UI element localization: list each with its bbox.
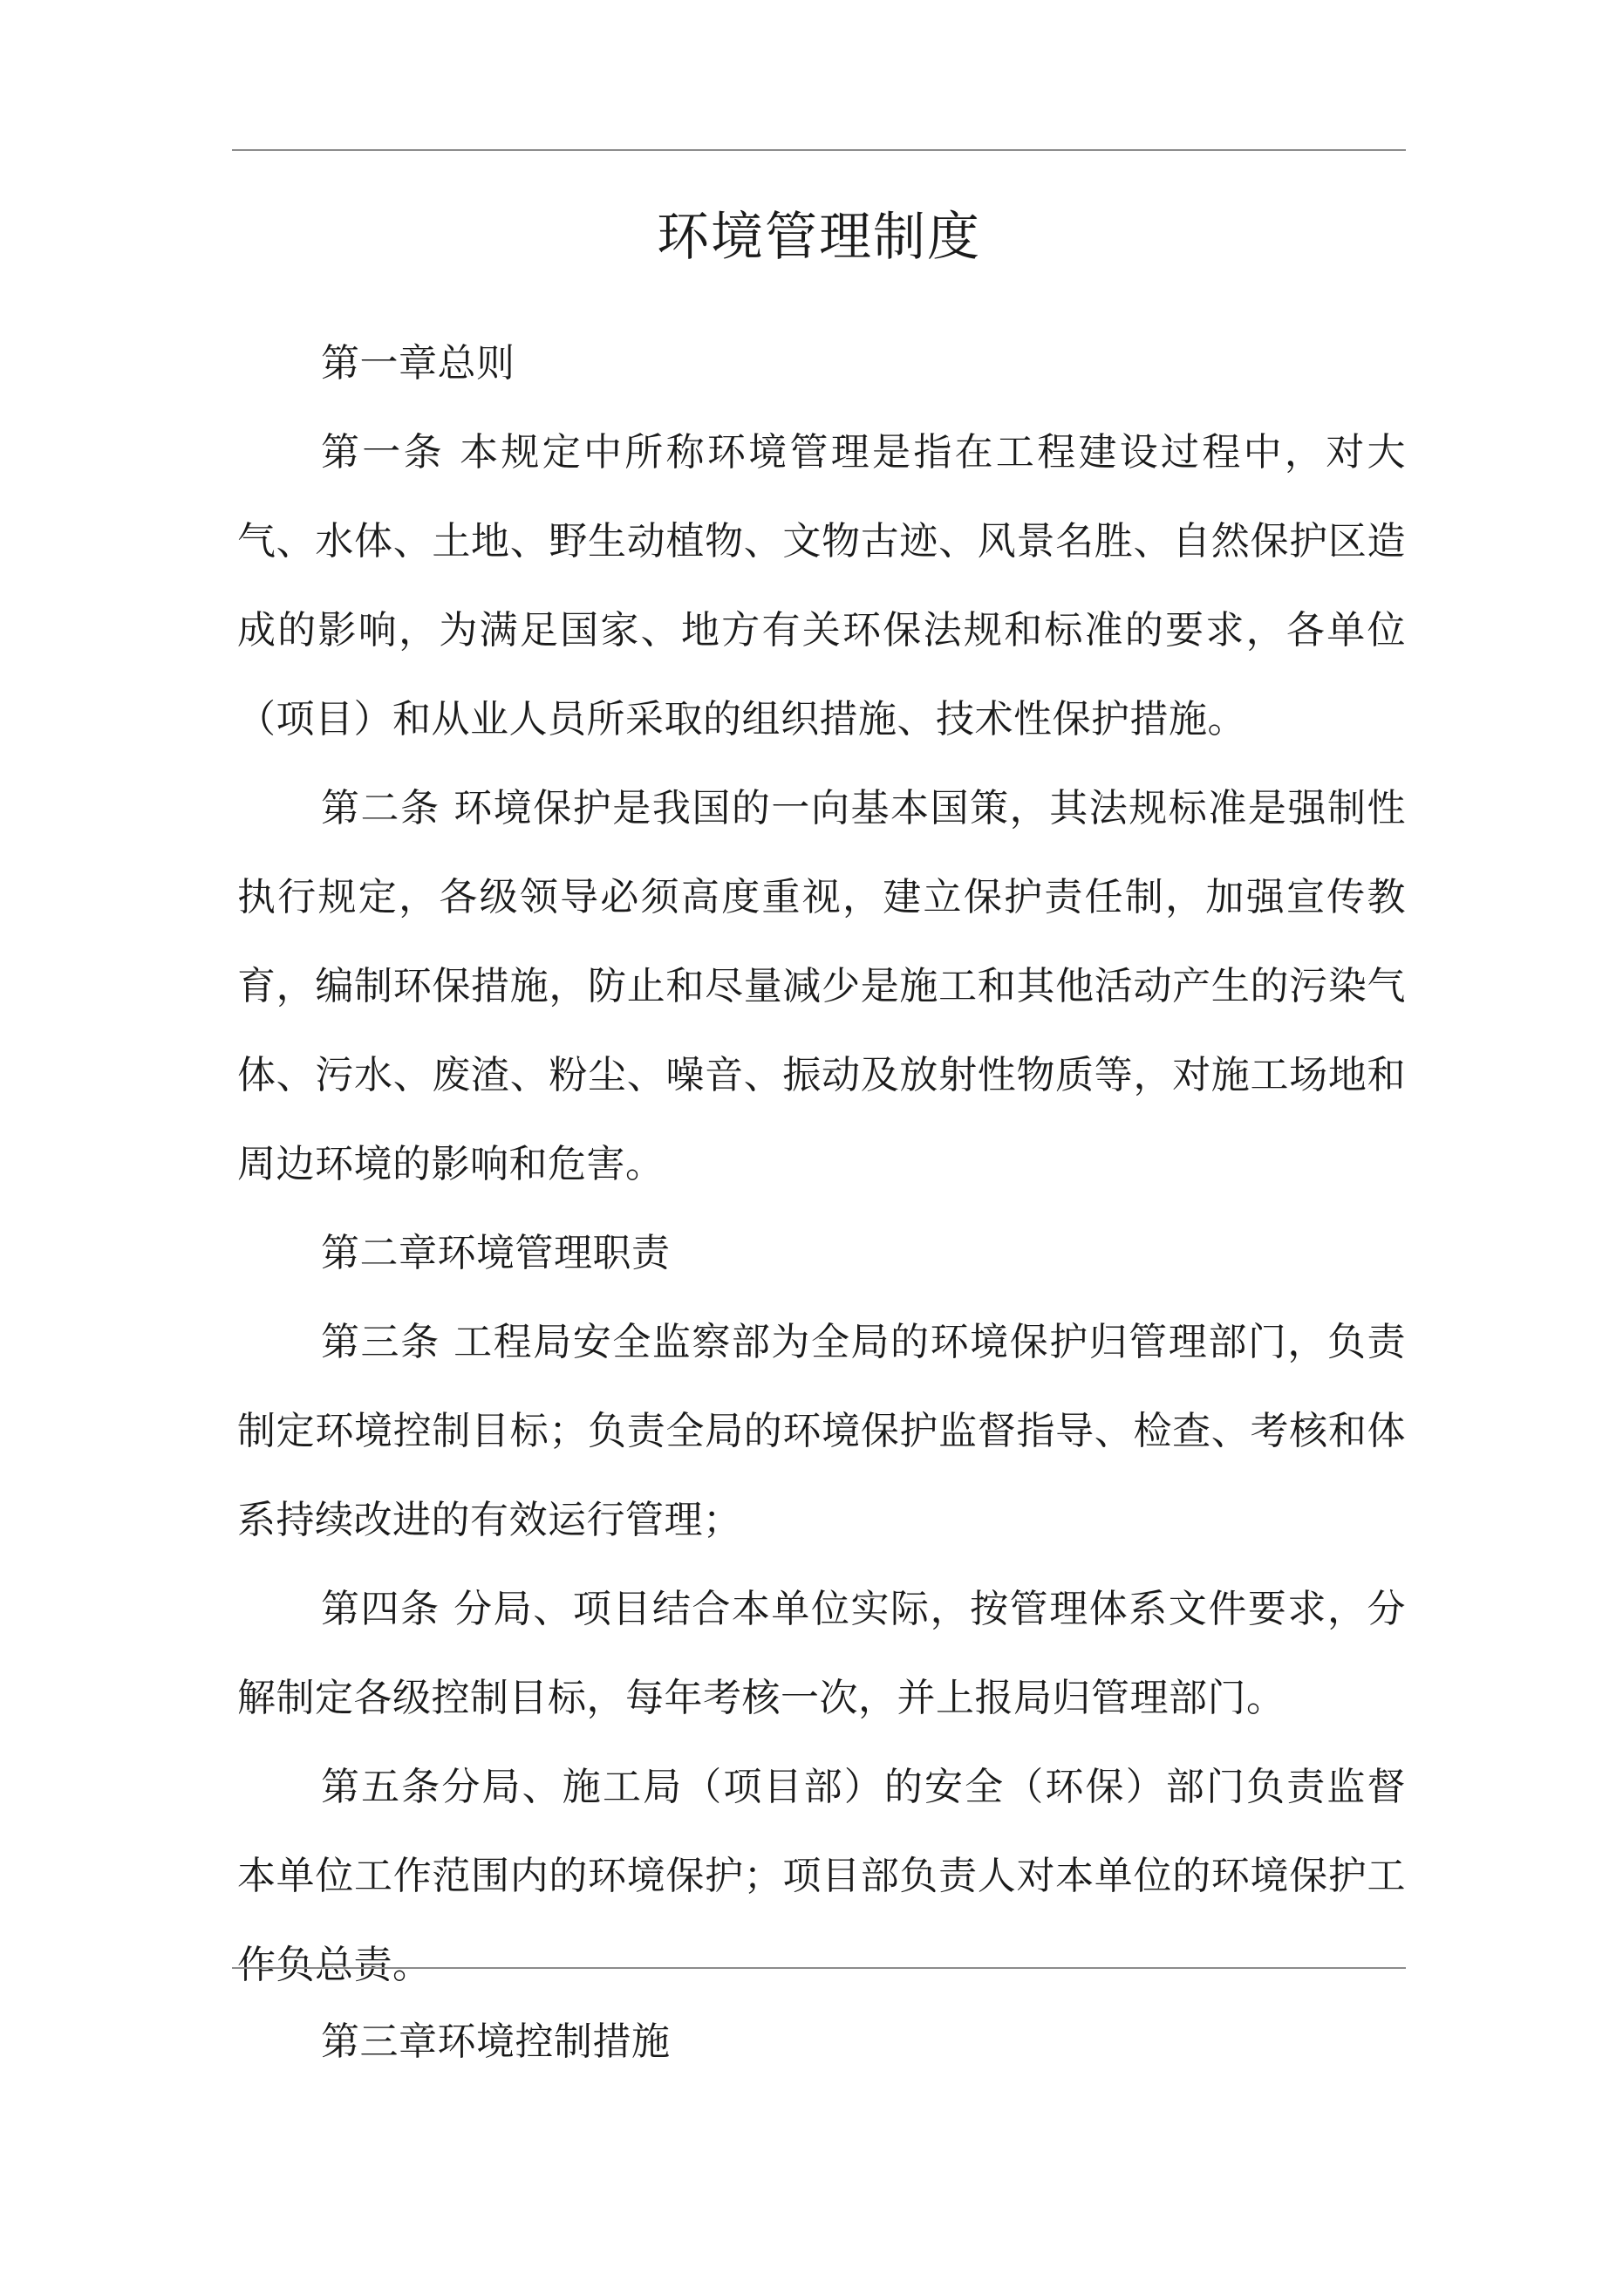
page-break-divider [232,1967,1406,1969]
top-divider [232,149,1406,151]
next-page-content [237,1998,1406,2087]
article-3: 第三条 工程局安全监察部为全局的环境保护归管理部门，负责制定环境控制目标；负责全局的环境保护监督指导、检查、考核和体系持续改进的有效运行管理； [237,1320,1406,1542]
document-body [237,319,1406,2010]
article-5: 第五条分局、施工局（项目部）的安全（环保）部门负责监督本单位工作范围内的环境保护；项目部负责人对本单位的环境保护工作负总责。 [237,1765,1406,1987]
article-2: 第二条 环境保护是我国的一向基本国策，其法规标准是强制性执行规定，各级领导必须高度重视，建立保护责任制，加强宣传教育，编制环保措施，防止和尽量减少是施工和其他活动产生的污染气体、污水、废渣、粉尘、噪音、振动及放射性物质等，对施工场地和周边环境的影响和危害。 [237,786,1406,1186]
article-4: 第四条 分局、项目结合本单位实际，按管理体系文件要求，分解制定各级控制目标，每年考核一次，并上报局归管理部门。 [237,1587,1406,1720]
chapter-3-heading: 第三章环境控制措施 [321,2019,671,2064]
document-title: 环境管理制度 [657,207,981,268]
chapter-1-heading: 第一章总则 [321,341,515,386]
chapter-2-heading: 第二章环境管理职责 [321,1231,671,1275]
article-1: 第一条 本规定中所称环境管理是指在工程建设过程中，对大气、水体、土地、野生动植物、文物古迹、风景名胜、自然保护区造成的影响，为满足国家、地方有关环保法规和标准的要求，各单位（项目）和从业人员所采取的组织措施、技术性保护措施。 [237,430,1406,741]
